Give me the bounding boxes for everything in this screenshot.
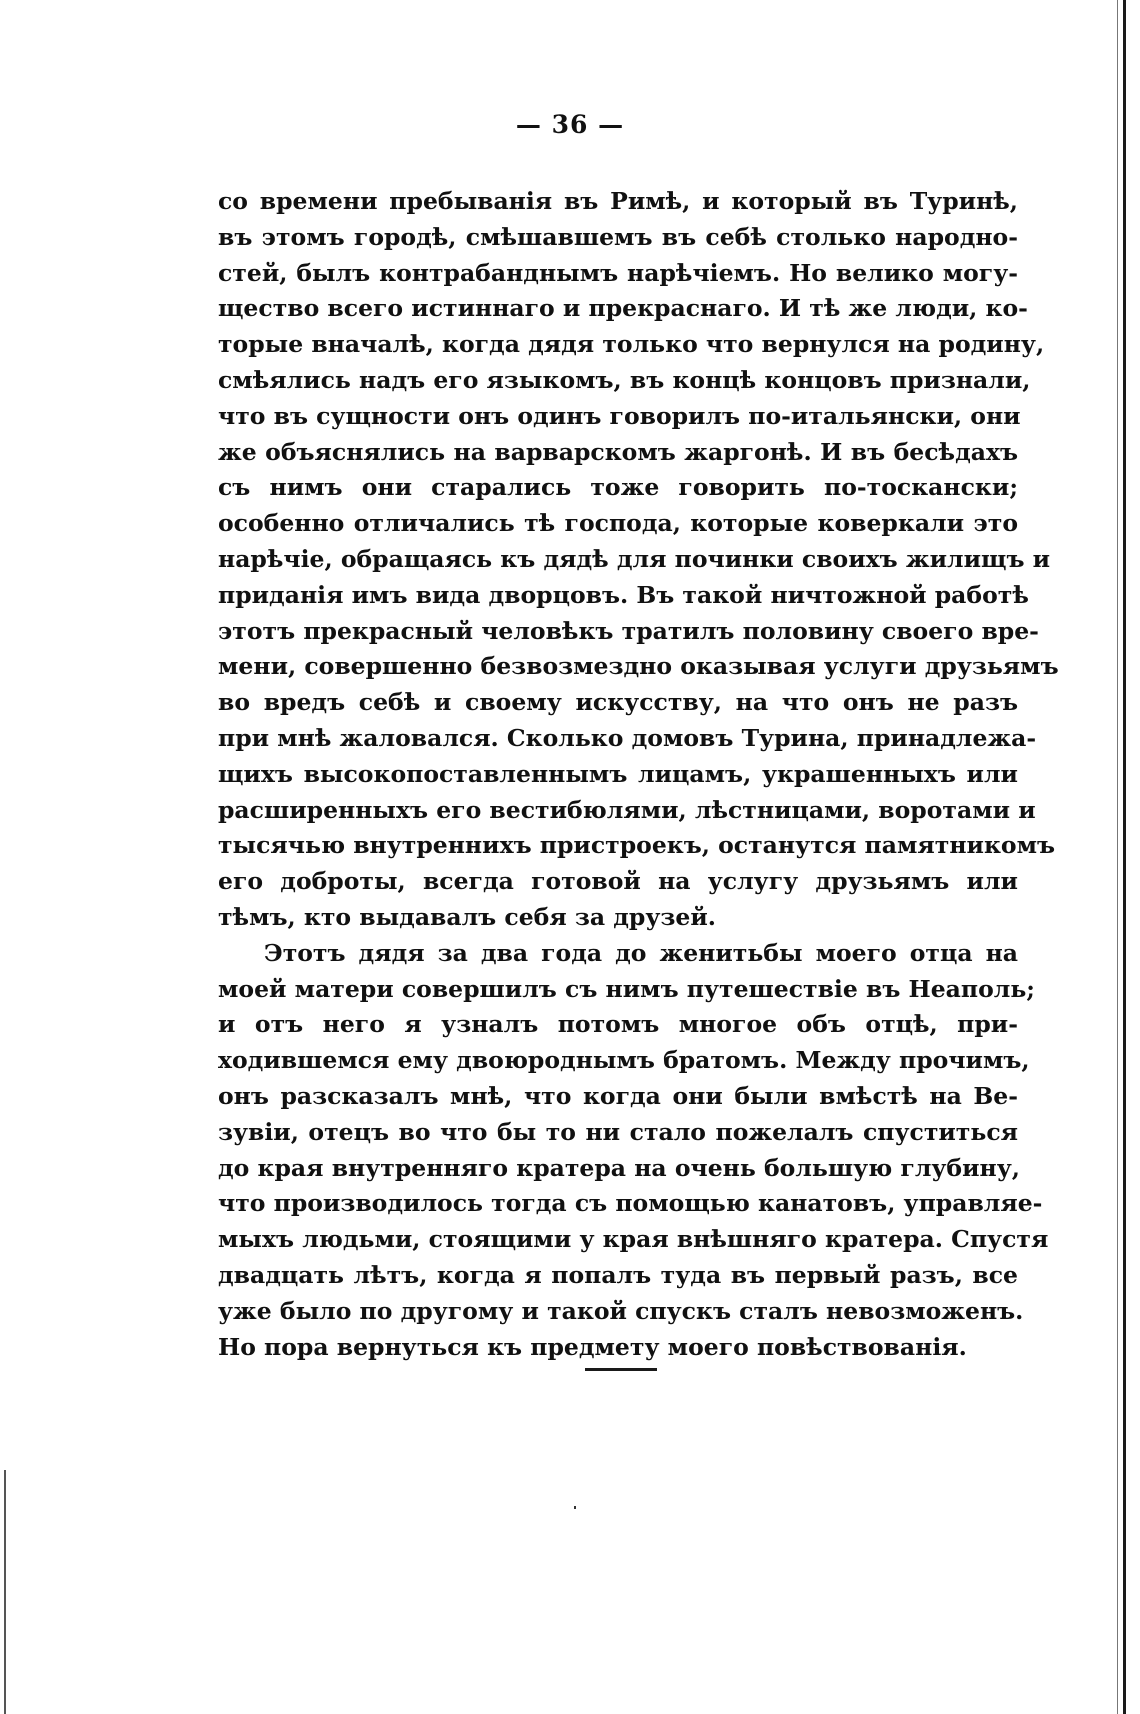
text-line: моей матери совершилъ съ нимъ путешествіе въ Неаполь; — [218, 974, 1035, 1003]
text-line: тѣмъ, кто выдавалъ себя за друзей. — [218, 902, 716, 931]
text-line: съ нимъ они старались тоже говорить по-тоскански; — [218, 473, 1018, 502]
text-line: Этотъ дядя за два года до женитьбы моего отца на — [264, 938, 1018, 967]
text-line: уже было по другому и такой спускъ сталъ невозможенъ. — [218, 1296, 1024, 1325]
text-line: щество всего истиннаго и прекраснаго. И тѣ же люди, ко- — [218, 294, 1028, 323]
text-line: что производилось тогда съ помощью канатовъ, управляе- — [218, 1189, 1043, 1218]
text-line: онъ разсказалъ мнѣ, что когда они были вмѣстѣ на Ве- — [218, 1081, 1018, 1110]
text-line: расширенныхъ его вестибюлями, лѣстницами, воротами и — [218, 795, 1036, 824]
section-end-rule — [585, 1368, 657, 1371]
text-line: во вредъ себѣ и своему искусству, на что онъ не разъ — [218, 688, 1018, 717]
scan-speck — [574, 1506, 576, 1509]
text-line: мыхъ людьми, стоящими у края внѣшняго кратера. Спустя — [218, 1225, 1049, 1254]
text-line: что въ сущности онъ одинъ говорилъ по-итальянски, они — [218, 401, 1021, 430]
text-line: въ этомъ городѣ, смѣшавшемъ въ себѣ столько народно- — [218, 222, 1018, 251]
text-line: тысячью внутреннихъ пристроекъ, останутся памятникомъ — [218, 831, 1056, 860]
text-line: со времени пребыванія въ Римѣ, и который въ Туринѣ, — [218, 187, 1018, 215]
text-line: приданія имъ вида дворцовъ. Въ такой ничтожной работѣ — [218, 580, 1029, 609]
text-line: ходившемся ему двоюроднымъ братомъ. Между прочимъ, — [218, 1046, 1030, 1075]
body-text — [218, 184, 1059, 1365]
text-line: же объяснялись на варварскомъ жаргонѣ. И въ бесѣдахъ — [218, 437, 1018, 466]
text-line: и отъ него я узналъ потомъ многое объ отцѣ, при- — [218, 1010, 1018, 1039]
scan-edge-left — [4, 1470, 6, 1714]
scan-edge-shadow — [1123, 0, 1126, 1714]
text-line: щихъ высокопоставленнымъ лицамъ, украшенныхъ или — [218, 759, 1018, 788]
text-line: до края внутренняго кратера на очень большую глубину, — [218, 1153, 1020, 1182]
page-number: — 36 — — [515, 110, 625, 139]
text-line: двадцать лѣтъ, когда я попалъ туда въ первый разъ, все — [218, 1260, 1018, 1289]
text-line: торые вначалѣ, когда дядя только что вернулся на родину, — [218, 330, 1045, 359]
scan-edge-line — [1117, 0, 1118, 1714]
text-line: смѣялись надъ его языкомъ, въ концѣ концовъ признали, — [218, 365, 1031, 394]
text-line: Но пора вернуться къ предмету моего повѣствованія. — [218, 1332, 967, 1361]
text-line: этотъ прекрасный человѣкъ тратилъ половину своего вре- — [218, 616, 1039, 645]
text-line: мени, совершенно безвозмездно оказывая услуги друзьямъ — [218, 652, 1059, 681]
text-line: его доброты, всегда готовой на услугу друзьямъ или — [218, 867, 1018, 896]
paragraph-2 — [218, 936, 1049, 1366]
text-line: особенно отличались тѣ господа, которые коверкали это — [218, 509, 1018, 538]
paragraph-1 — [218, 184, 1059, 936]
text-line: нарѣчіе, обращаясь къ дядѣ для починки своихъ жилищъ и — [218, 544, 1051, 573]
text-line: зувіи, отецъ во что бы то ни стало пожелалъ спуститься — [218, 1117, 1018, 1146]
text-line: стей, былъ контрабанднымъ нарѣчіемъ. Но велико могу- — [218, 258, 1018, 287]
text-line: при мнѣ жаловался. Сколько домовъ Турина, принадлежа- — [218, 723, 1037, 752]
